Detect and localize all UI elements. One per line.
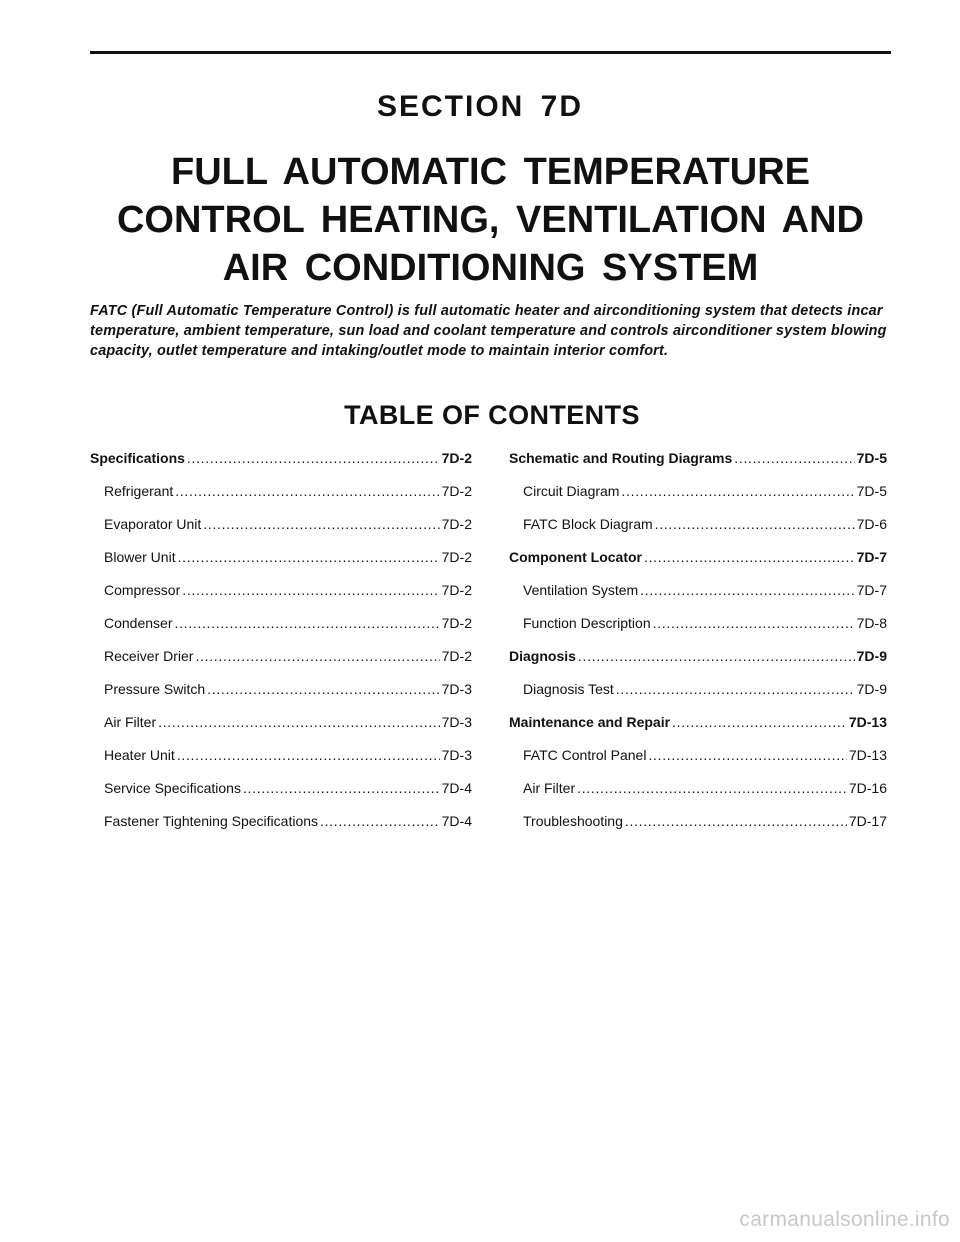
toc-dot-leader (177, 747, 440, 763)
toc-entry[interactable] (90, 516, 472, 549)
toc-entry[interactable] (90, 681, 472, 714)
toc-column-right (509, 450, 887, 846)
toc-dot-leader (178, 549, 440, 565)
toc-entry-title: Refrigerant (104, 483, 174, 499)
toc-entry-page: 7D-3 (441, 747, 472, 763)
toc-entry[interactable] (90, 549, 472, 582)
toc-heading: TABLE OF CONTENTS (344, 400, 640, 430)
toc-entry-page: 7D-2 (441, 450, 472, 466)
toc-entry-title: Diagnosis (509, 648, 576, 664)
toc-entry-title: Service Specifications (104, 780, 241, 796)
toc-entry[interactable] (90, 615, 472, 648)
toc-dot-leader (621, 483, 854, 499)
toc-entry-page: 7D-2 (441, 615, 472, 631)
toc-entry-title: Fastener Tightening Specifications (104, 813, 319, 829)
toc-dot-leader (672, 714, 847, 730)
toc-entry-page: 7D-2 (441, 483, 472, 499)
toc-entry-page: 7D-13 (848, 747, 887, 763)
toc-entry[interactable] (90, 714, 472, 747)
toc-entry-page: 7D-16 (848, 780, 887, 796)
toc-entry[interactable] (509, 747, 887, 780)
toc-entry-title: Diagnosis Test (523, 681, 614, 697)
toc-dot-leader (158, 714, 440, 730)
toc-entry-title: Maintenance and Repair (509, 714, 671, 730)
toc-entry-page: 7D-13 (848, 714, 887, 730)
toc-entry[interactable] (90, 813, 472, 846)
toc-dot-leader (578, 648, 855, 664)
toc-entry-title: Blower Unit (104, 549, 176, 565)
toc-dot-leader (616, 681, 855, 697)
toc-entry-page: 7D-3 (441, 681, 472, 697)
toc-entry[interactable] (509, 780, 887, 813)
toc-entry-page: 7D-5 (856, 483, 887, 499)
section-label: SECTION 7D (376, 90, 584, 123)
title-line: CONTROL HEATING, VENTILATION AND (116, 199, 864, 241)
toc-dot-leader (653, 615, 855, 631)
title-line: FULL AUTOMATIC TEMPERATURE (171, 151, 810, 193)
toc-entry-title: Receiver Drier (104, 648, 194, 664)
toc-entry[interactable] (90, 450, 472, 483)
toc-entry[interactable] (90, 648, 472, 681)
toc-dot-leader (203, 516, 439, 532)
toc-dot-leader (175, 483, 439, 499)
toc-entry-title: Condenser (104, 615, 173, 631)
toc-entry-title: Pressure Switch (104, 681, 206, 697)
page-title (90, 148, 891, 292)
toc-dot-leader (182, 582, 439, 598)
toc-dot-leader (207, 681, 439, 697)
toc-dot-leader (187, 450, 440, 466)
toc-entry-page: 7D-3 (441, 714, 472, 730)
toc-entry[interactable] (509, 582, 887, 615)
toc-entry[interactable] (509, 714, 887, 747)
toc-entry-title: Evaporator Unit (104, 516, 202, 532)
toc-entry[interactable] (509, 549, 887, 582)
toc-entry-page: 7D-8 (856, 615, 887, 631)
toc-dot-leader (734, 450, 854, 466)
toc-entry-page: 7D-4 (441, 780, 472, 796)
toc-dot-leader (644, 549, 855, 565)
toc-dot-leader (625, 813, 847, 829)
toc-entry[interactable] (509, 648, 887, 681)
toc-entry-title: Function Description (523, 615, 651, 631)
toc-column-left (90, 450, 472, 846)
toc-dot-leader (577, 780, 847, 796)
toc-entry-page: 7D-17 (848, 813, 887, 829)
toc-dot-leader (655, 516, 855, 532)
toc-entry[interactable] (509, 516, 887, 549)
toc-entry-page: 7D-5 (856, 450, 887, 466)
toc-entry-title: FATC Control Panel (523, 747, 647, 763)
toc-entry-page: 7D-4 (441, 813, 472, 829)
toc-entry-title: Component Locator (509, 549, 642, 565)
toc-entry-title: Circuit Diagram (523, 483, 620, 499)
toc-entry[interactable] (509, 450, 887, 483)
toc-entry-page: 7D-9 (856, 681, 887, 697)
top-rule (90, 51, 891, 54)
toc-entry[interactable] (509, 483, 887, 516)
toc-entry[interactable] (509, 615, 887, 648)
toc-entry-page: 7D-7 (856, 549, 887, 565)
toc-entry[interactable] (90, 747, 472, 780)
toc-entry[interactable] (90, 780, 472, 813)
title-line: AIR CONDITIONING SYSTEM (222, 247, 759, 289)
toc-dot-leader (640, 582, 854, 598)
toc-dot-leader (320, 813, 440, 829)
toc-entry[interactable] (90, 483, 472, 516)
toc-entry-page: 7D-2 (441, 648, 472, 664)
toc-dot-leader (195, 648, 439, 664)
toc-entry-page: 7D-2 (441, 516, 472, 532)
toc-dot-leader (175, 615, 440, 631)
watermark: carmanualsonline.info (739, 1208, 950, 1231)
toc-dot-leader (243, 780, 440, 796)
toc-entry-page: 7D-6 (856, 516, 887, 532)
toc-entry[interactable] (509, 681, 887, 714)
toc-dot-leader (648, 747, 846, 763)
toc-entry-title: Compressor (104, 582, 181, 598)
intro-paragraph: FATC (Full Automatic Temperature Control) is full automatic heater and airconditioning system that detects incar temperature, ambient temperature, sun load and coolant temperature and controls airconditioner system blowing capacity, outlet temperature and intaking/outlet mode to maintain interior comfort. (90, 303, 887, 359)
toc-entry-title: Troubleshooting (523, 813, 623, 829)
toc-entry-title: Heater Unit (104, 747, 175, 763)
toc-entry-page: 7D-9 (856, 648, 887, 664)
toc-entry[interactable] (509, 813, 887, 846)
toc-entry-page: 7D-2 (441, 549, 472, 565)
toc-entry-title: Specifications (90, 450, 185, 466)
toc-entry-title: Air Filter (104, 714, 157, 730)
toc-entry-title: Ventilation System (523, 582, 639, 598)
toc-entry-page: 7D-7 (856, 582, 887, 598)
toc-entry-title: Air Filter (523, 780, 576, 796)
toc-entry-page: 7D-2 (441, 582, 472, 598)
toc-entry-title: Schematic and Routing Diagrams (509, 450, 733, 466)
toc-entry-title: FATC Block Diagram (523, 516, 653, 532)
toc-entry[interactable] (90, 582, 472, 615)
